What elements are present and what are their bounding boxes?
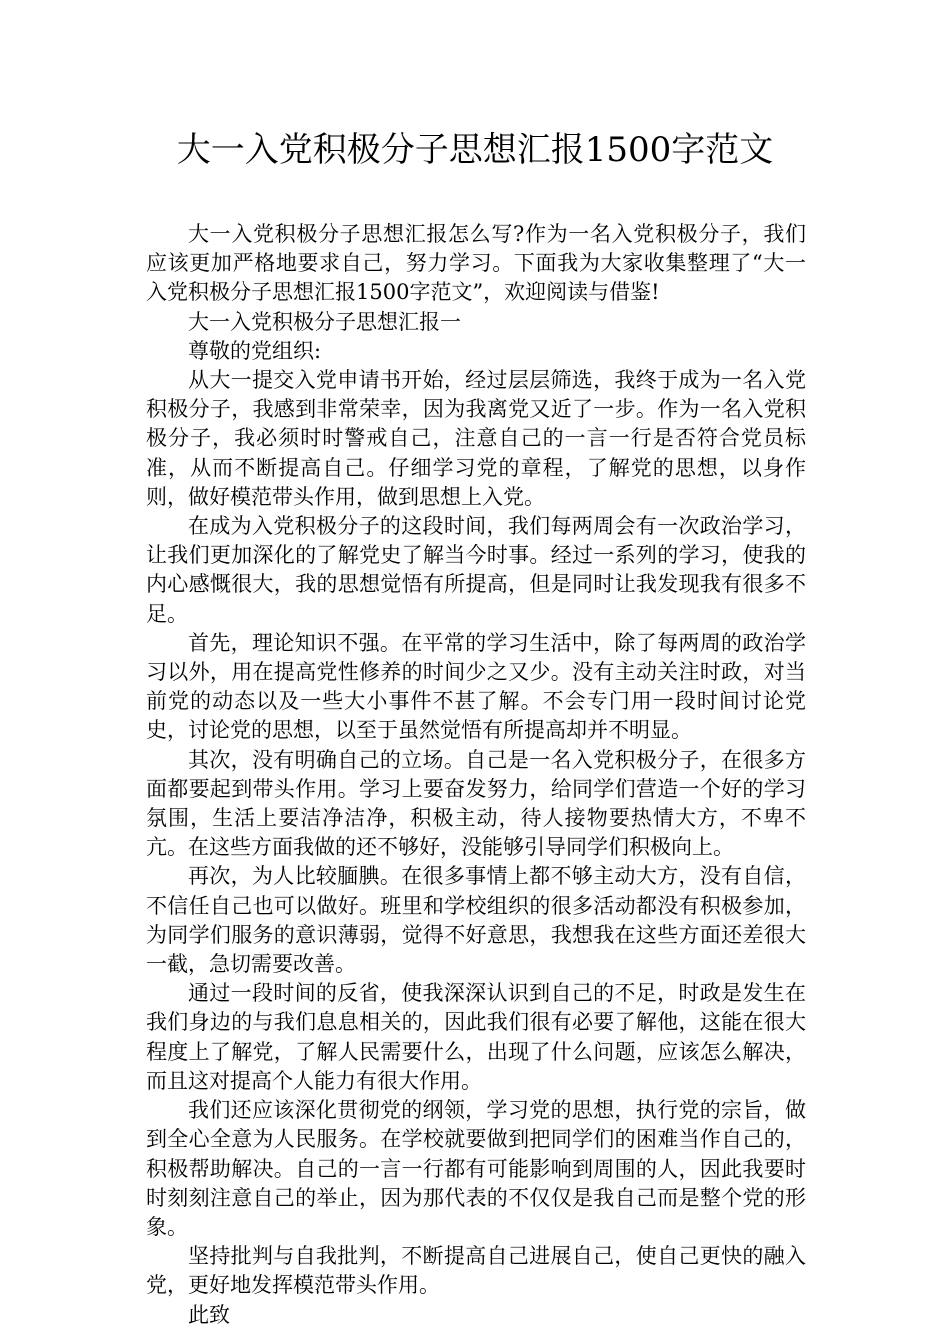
paragraph: 从大一提交入党申请书开始，经过层层筛选，我终于成为一名入党积极分子，我感到非常荣幸，因为我离党又近了一步。作为一名入党积极分子，我必须时时警戒自己，注意自己的一言一行是否符合党员标准，从而不断提高自己。仔细学习党的章程，了解党的思想，以身作则，做好模范带头作用，做到思想上入党。 [146,368,806,509]
paragraph-intro: 大一入党积极分子思想汇报怎么写?作为一名入党积极分子，我们应该更加严格地要求自己，努力学习。下面我为大家收集整理了“大一入党积极分子思想汇报1500字范文”，欢迎阅读与借鉴! [146,222,806,305]
paragraph: 其次，没有明确自己的立场。自己是一名入党积极分子，在很多方面都要起到带头作用。学习上要奋发努力，给同学们营造一个好的学习氛围，生活上要洁净洁净，积极主动，待人接物要热情大方，不卑不亢。在这些方面我做的还不够好，没能够引导同学们积极向上。 [146,747,806,860]
paragraph: 通过一段时间的反省，使我深深认识到自己的不足，时政是发生在我们身边的与我们息息相关的，因此我们很有必要了解他，这能在很大程度上了解党，了解人民需要什么，出现了什么问题，应该怎么解决，而且这对提高个人能力有很大作用。 [146,981,806,1093]
document-title: 大一入党积极分子思想汇报1500字范文 [176,130,774,170]
paragraph: 在成为入党积极分子的这段时间，我们每两周会有一次政治学习，让我们更加深化的了解党史了解当今时事。经过一系列的学习，使我的内心感慨很大，我的思想觉悟有所提高，但是同时让我发现我有很多不足。 [146,514,806,626]
paragraph: 再次，为人比较腼腆。在很多事情上都不够主动大方，没有自信，不信任自己也可以做好。班里和学校组织的很多活动都没有积极参加，为同学们服务的意识薄弱，觉得不好意思，我想我在这些方面还差很大一截，急切需要改善。 [146,864,806,977]
paragraph: 首先，理论知识不强。在平常的学习生活中，除了每两周的政治学习以外，用在提高党性修养的时间少之又少。没有主动关注时政，对当前党的动态以及一些大小事件不甚了解。不会专门用一段时间讨论党史，讨论党的思想，以至于虽然觉悟有所提高却并不明显。 [146,630,806,743]
paragraph: 坚持批判与自我批判，不断提高自己进展自己，使自己更快的融入党，更好地发挥模范带头作用。 [146,1244,806,1298]
paragraph-closing: 此致 [188,1302,230,1327]
document-body [146,220,806,1330]
paragraph-salutation: 尊敬的党组织: [188,338,322,363]
paragraph-heading: 大一入党积极分子思想汇报一 [188,309,461,334]
paragraph: 我们还应该深化贯彻党的纲领，学习党的思想，执行党的宗旨，做到全心全意为人民服务。在学校就要做到把同学们的困难当作自己的，积极帮助解决。自己的一言一行都有可能影响到周围的人，因此我要时时刻刻注意自己的举止，因为那代表的不仅仅是我自己而是整个党的形象。 [146,1098,806,1239]
